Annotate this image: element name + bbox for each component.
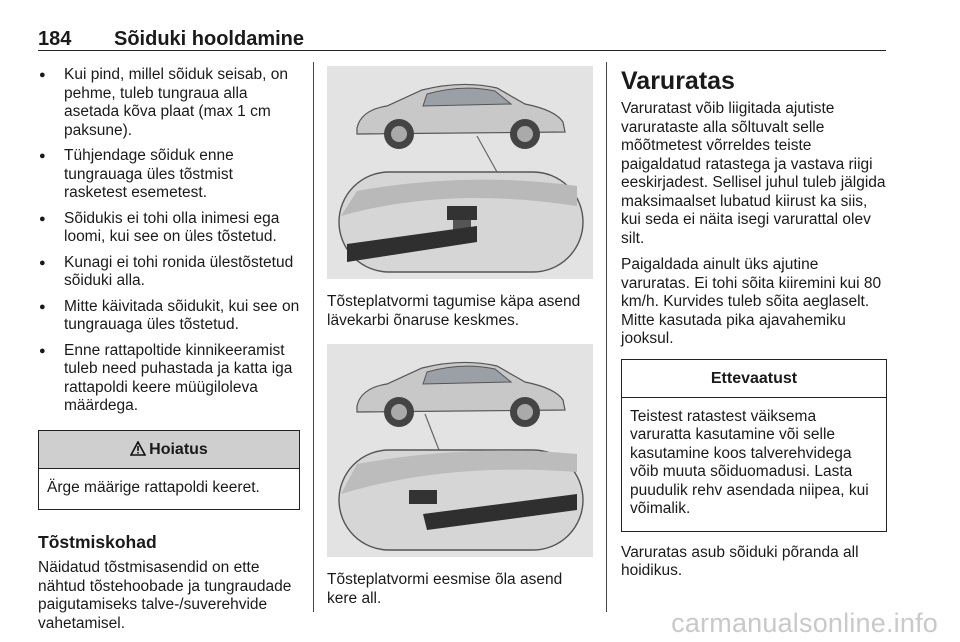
front-lift-point-illustration	[327, 344, 593, 557]
section-heading: Tõstmiskohad	[38, 532, 157, 552]
list-item: ● Enne rattapoltide kinnikeeramist tuleb need puhastada ja katta iga rattapoldi keere müügiloleva määrdega.	[38, 342, 300, 416]
warning-title-text: Hoiatus	[149, 440, 208, 458]
list-item: ● Kui pind, millel sõiduk seisab, on pehme, tuleb tungraua alla asetada kõva plaat (max 1 cm paksune).	[38, 66, 300, 140]
safety-bullet-list	[38, 66, 300, 416]
page-number: 184	[38, 28, 72, 50]
section-title: Varuratas	[621, 67, 735, 95]
caution-body: Teistest ratastest väiksema varuratta kasutamine või selle kasutamine koos talverehvidega võib muuta sõiduomadusi. Lasta puudulik rehv asendada niipea, kui võimalik.	[630, 407, 869, 517]
warning-box	[38, 430, 300, 511]
rear-lift-point-illustration	[327, 66, 593, 279]
car-front-lift-diagram	[327, 344, 593, 557]
caution-box	[621, 359, 887, 532]
page-header	[38, 28, 886, 51]
watermark: carmanualsonline.info	[671, 608, 938, 638]
warning-body: Ärge määrige rattapoldi keeret.	[47, 478, 260, 496]
figure-caption: Tõsteplatvormi tagumise käpa asend lävekarbi õnaruse keskmes.	[327, 293, 581, 329]
paragraph: Varuratas asub sõiduki põranda all hoidikus.	[621, 543, 859, 579]
column-left	[38, 66, 300, 641]
column-right	[621, 68, 887, 589]
column-divider	[313, 62, 314, 612]
section-text: Näidatud tõstmisasendid on ette nähtud tõstehoobade ja tungraudade paigutamiseks talve-/suverehvide vahetamisel.	[38, 559, 292, 632]
list-item: ● Sõidukis ei tohi olla inimesi ega loomi, kui see on üles tõstetud.	[38, 210, 300, 247]
page-title: Sõiduki hooldamine	[114, 28, 305, 50]
list-item: ● Kunagi ei tohi ronida ülestõstetud sõiduki alla.	[38, 254, 300, 291]
paragraph: Paigaldada ainult üks ajutine varuratas. Ei tohi sõita kiiremini kui 80 km/h. Kurvides tuleb sõita aeglaselt. Mitte kasutada pika ajavahemiku jooksul.	[621, 256, 882, 347]
warning-triangle-icon	[130, 441, 146, 459]
list-item: ● Mitte käivitada sõidukit, kui see on tungrauaga üles tõstetud.	[38, 298, 300, 335]
figure-caption: Tõsteplatvormi eesmise õla asend kere all.	[327, 571, 563, 607]
column-middle	[327, 66, 593, 608]
paragraph: Varuratast võib liigitada ajutiste varurataste alla sõltuvalt selle mõõtmetest võrreldes teiste paigaldatud ratastega ja vastava riigi eeskirjadest. Sellisel juhul tuleb jälgida maksimaalset lubatud kiirust ka siis, kui seda ei näita isegi varurattal olev silt.	[621, 100, 886, 247]
car-rear-lift-diagram	[327, 66, 593, 279]
caution-title: Ettevaatust	[622, 360, 886, 398]
list-item: ● Tühjendage sõiduk enne tungrauaga üles tõstmist rasketest esemetest.	[38, 147, 300, 203]
warning-title	[39, 431, 299, 469]
column-divider	[606, 62, 607, 612]
